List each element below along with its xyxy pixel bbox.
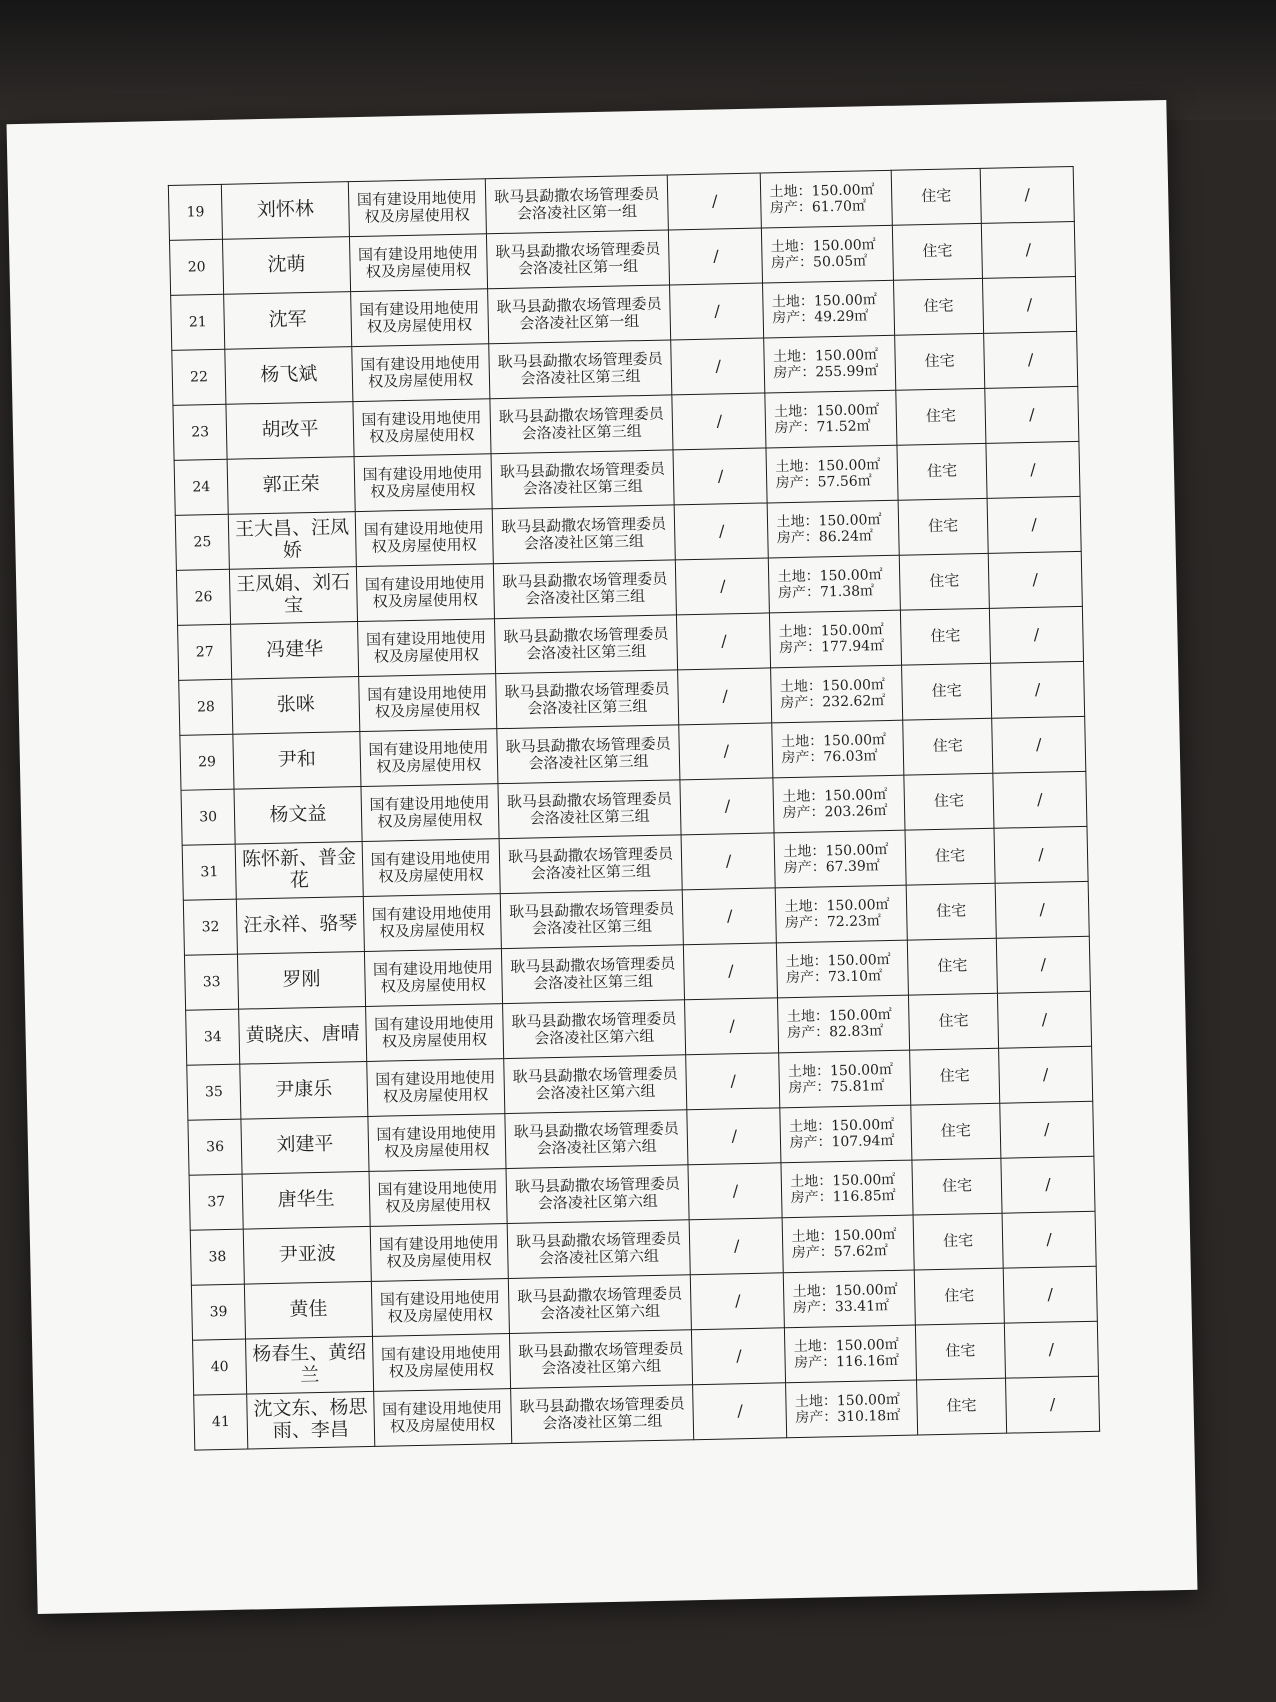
usage-cell: 住宅: [904, 773, 994, 830]
remark-slash-cell: /: [1003, 1266, 1097, 1323]
usage-cell: 住宅: [911, 1103, 1001, 1160]
land-area-text: 土地：150.00㎡: [785, 951, 891, 971]
land-area-text: 土地：150.00㎡: [777, 566, 883, 586]
location-cell: 耿马县勐撒农场管理委员会洛凌社区第六组: [504, 1110, 688, 1169]
usage-cell: 住宅: [917, 1378, 1007, 1435]
area-cell: [771, 665, 903, 723]
area-cell: [762, 225, 894, 283]
area-cell: [763, 280, 895, 338]
row-number-cell: 35: [187, 1064, 241, 1120]
location-cell: 耿马县勐撒农场管理委员会洛凌社区第一组: [485, 175, 669, 234]
blank-slash-cell: /: [691, 1273, 785, 1330]
row-number-cell: 20: [169, 239, 223, 295]
location-cell: 耿马县勐撒农场管理委员会洛凌社区第三组: [492, 505, 676, 564]
house-area-text: 房产：255.99㎡: [773, 363, 879, 382]
location-cell: 耿马县勐撒农场管理委员会洛凌社区第三组: [491, 450, 675, 509]
remark-slash-cell: /: [1005, 1376, 1099, 1433]
usage-cell: 住宅: [892, 223, 982, 280]
remark-slash-cell: /: [986, 441, 1080, 498]
owner-name-cell: 罗刚: [238, 952, 366, 1010]
right-type-cell: 国有建设用地使用权及房屋使用权: [365, 1004, 503, 1062]
owner-name-cell: 沈萌: [223, 237, 351, 295]
area-cell: [783, 1215, 915, 1273]
area-cell: [765, 390, 897, 448]
land-area-text: 土地：150.00㎡: [784, 896, 890, 916]
blank-slash-cell: /: [687, 1108, 781, 1165]
blank-slash-cell: /: [675, 503, 769, 560]
right-type-cell: 国有建设用地使用权及房屋使用权: [373, 1389, 511, 1447]
house-area-text: 房产：86.24㎡: [776, 528, 874, 547]
area-cell: [770, 610, 902, 668]
area-cell: [775, 830, 907, 888]
right-type-cell: 国有建设用地使用权及房屋使用权: [364, 949, 502, 1007]
blank-slash-cell: /: [686, 1053, 780, 1110]
location-cell: 耿马县勐撒农场管理委员会洛凌社区第六组: [506, 1165, 690, 1224]
location-cell: 耿马县勐撒农场管理委员会洛凌社区第三组: [488, 340, 672, 399]
land-area-text: 土地：150.00㎡: [792, 1281, 898, 1301]
land-area-text: 土地：150.00㎡: [794, 1391, 901, 1410]
location-cell: 耿马县勐撒农场管理委员会洛凌社区第二组: [510, 1385, 694, 1444]
blank-slash-cell: /: [668, 173, 762, 230]
area-cell: [779, 1050, 911, 1108]
document-page: [7, 100, 1198, 1614]
remark-slash-cell: /: [996, 936, 1090, 993]
remark-slash-cell: /: [980, 166, 1074, 223]
blank-slash-cell: /: [688, 1163, 782, 1220]
area-cell: [769, 555, 901, 613]
location-cell: 耿马县勐撒农场管理委员会洛凌社区第三组: [493, 560, 677, 619]
area-cell: [785, 1325, 917, 1383]
owner-name-cell: 沈军: [224, 292, 352, 350]
remark-slash-cell: /: [997, 991, 1091, 1048]
usage-cell: 住宅: [914, 1268, 1004, 1325]
usage-cell: 住宅: [891, 168, 981, 225]
remark-slash-cell: /: [995, 881, 1089, 938]
area-cell: [777, 940, 909, 998]
right-type-cell: 国有建设用地使用权及房屋使用权: [362, 839, 500, 897]
owner-name-cell: 刘建平: [241, 1116, 369, 1174]
row-number-cell: 36: [188, 1119, 242, 1175]
owner-name-cell: 张咪: [232, 677, 360, 735]
land-area-text: 土地：150.00㎡: [772, 347, 879, 366]
row-number-cell: 30: [181, 789, 235, 845]
right-type-cell: 国有建设用地使用权及房屋使用权: [349, 234, 487, 292]
right-type-cell: 国有建设用地使用权及房屋使用权: [369, 1169, 507, 1227]
house-area-text: 房产：67.39㎡: [783, 858, 880, 877]
location-cell: 耿马县勐撒农场管理委员会洛凌社区第三组: [499, 835, 683, 894]
row-number-cell: 27: [178, 624, 232, 680]
house-area-text: 房产：82.83㎡: [787, 1023, 884, 1042]
blank-slash-cell: /: [684, 943, 778, 1000]
blank-slash-cell: /: [676, 558, 770, 615]
house-area-text: 房产：116.85㎡: [790, 1187, 896, 1207]
remark-slash-cell: /: [993, 771, 1087, 828]
location-cell: 耿马县勐撒农场管理委员会洛凌社区第一组: [487, 285, 671, 344]
house-area-text: 房产：232.62㎡: [780, 693, 886, 712]
right-type-cell: 国有建设用地使用权及房屋使用权: [348, 179, 486, 237]
remark-slash-cell: /: [988, 551, 1082, 608]
area-cell: [784, 1270, 916, 1328]
owner-name-cell: 冯建华: [231, 622, 359, 680]
right-type-cell: 国有建设用地使用权及房屋使用权: [353, 399, 491, 457]
row-number-cell: 22: [172, 349, 226, 405]
location-cell: 耿马县勐撒农场管理委员会洛凌社区第三组: [489, 395, 673, 454]
area-cell: [764, 335, 896, 393]
location-cell: 耿马县勐撒农场管理委员会洛凌社区第六组: [502, 1000, 686, 1059]
right-type-cell: 国有建设用地使用权及房屋使用权: [372, 1334, 510, 1392]
location-cell: 耿马县勐撒农场管理委员会洛凌社区第三组: [494, 615, 678, 674]
row-number-cell: 33: [184, 954, 238, 1010]
land-area-text: 土地：150.00㎡: [793, 1336, 899, 1355]
remark-slash-cell: /: [987, 496, 1081, 553]
house-area-text: 房产：49.29㎡: [772, 308, 869, 327]
blank-slash-cell: /: [678, 668, 772, 725]
row-number-cell: 28: [179, 679, 233, 735]
blank-slash-cell: /: [683, 888, 777, 945]
land-area-text: 土地：150.00㎡: [791, 1226, 897, 1246]
right-type-cell: 国有建设用地使用权及房屋使用权: [355, 509, 493, 567]
property-table-body: [168, 166, 1099, 1450]
house-area-text: 房产：33.41㎡: [792, 1298, 890, 1317]
usage-cell: 住宅: [902, 663, 992, 720]
remark-slash-cell: /: [984, 331, 1078, 388]
land-area-text: 土地：150.00㎡: [789, 1116, 895, 1136]
row-number-cell: 29: [180, 734, 234, 790]
blank-slash-cell: /: [672, 393, 766, 450]
land-area-text: 土地：150.00㎡: [778, 621, 884, 641]
remark-slash-cell: /: [989, 606, 1083, 663]
row-number-cell: 25: [175, 514, 229, 570]
blank-slash-cell: /: [690, 1218, 784, 1275]
owner-name-cell: 黄晓庆、唐晴: [239, 1006, 367, 1064]
usage-cell: 住宅: [901, 608, 991, 665]
usage-cell: 住宅: [909, 993, 999, 1050]
right-type-cell: 国有建设用地使用权及房屋使用权: [354, 454, 492, 512]
owner-name-cell: 胡改平: [226, 402, 354, 460]
land-area-text: 土地：150.00㎡: [771, 292, 878, 311]
land-area-text: 土地：150.00㎡: [769, 182, 875, 201]
blank-slash-cell: /: [669, 228, 763, 285]
land-area-text: 土地：150.00㎡: [776, 511, 882, 531]
land-area-text: 土地：150.00㎡: [786, 1006, 893, 1026]
house-area-text: 房产：310.18㎡: [795, 1407, 901, 1427]
usage-cell: 住宅: [898, 498, 988, 555]
house-area-text: 房产：71.52㎡: [774, 418, 871, 437]
remark-slash-cell: /: [981, 221, 1075, 278]
remark-slash-cell: /: [999, 1046, 1093, 1103]
row-number-cell: 38: [190, 1229, 244, 1285]
property-table: [168, 166, 1100, 1451]
right-type-cell: 国有建设用地使用权及房屋使用权: [357, 619, 495, 677]
usage-cell: 住宅: [912, 1158, 1002, 1215]
remark-slash-cell: /: [1001, 1156, 1095, 1213]
row-number-cell: 41: [194, 1394, 248, 1450]
location-cell: 耿马县勐撒农场管理委员会洛凌社区第三组: [501, 945, 685, 1004]
location-cell: 耿马县勐撒农场管理委员会洛凌社区第三组: [495, 670, 679, 729]
blank-slash-cell: /: [673, 448, 767, 505]
row-number-cell: 32: [183, 899, 237, 955]
usage-cell: 住宅: [903, 718, 993, 775]
owner-name-cell: 尹和: [233, 732, 361, 790]
area-cell: [761, 170, 893, 228]
usage-cell: 住宅: [899, 553, 989, 610]
blank-slash-cell: /: [693, 1383, 787, 1440]
area-cell: [778, 995, 910, 1053]
location-cell: 耿马县勐撒农场管理委员会洛凌社区第六组: [509, 1330, 693, 1389]
row-number-cell: 37: [189, 1174, 243, 1230]
house-area-text: 房产：177.94㎡: [778, 638, 885, 657]
blank-slash-cell: /: [670, 283, 764, 340]
row-number-cell: 40: [193, 1339, 247, 1395]
house-area-text: 房产：57.56㎡: [775, 473, 872, 492]
area-cell: [786, 1380, 918, 1438]
row-number-cell: 21: [171, 294, 225, 350]
usage-cell: 住宅: [895, 333, 985, 390]
remark-slash-cell: /: [1000, 1101, 1094, 1158]
owner-name-cell: 汪永祥、骆琴: [237, 897, 365, 955]
owner-name-cell: 王大昌、汪凤娇: [229, 512, 357, 570]
house-area-text: 房产：116.16㎡: [793, 1352, 900, 1372]
land-area-text: 土地：150.00㎡: [780, 731, 887, 751]
blank-slash-cell: /: [680, 778, 774, 835]
blank-slash-cell: /: [679, 723, 773, 780]
right-type-cell: 国有建设用地使用权及房屋使用权: [371, 1279, 509, 1337]
usage-cell: 住宅: [907, 938, 997, 995]
house-area-text: 房产：76.03㎡: [781, 748, 878, 767]
row-number-cell: 26: [176, 569, 230, 625]
house-area-text: 房产：71.38㎡: [777, 583, 875, 602]
right-type-cell: 国有建设用地使用权及房屋使用权: [363, 894, 501, 952]
row-number-cell: 19: [168, 184, 222, 240]
right-type-cell: 国有建设用地使用权及房屋使用权: [350, 289, 488, 347]
house-area-text: 房产：61.70㎡: [769, 198, 867, 217]
location-cell: 耿马县勐撒农场管理委员会洛凌社区第三组: [496, 725, 680, 784]
location-cell: 耿马县勐撒农场管理委员会洛凌社区第六组: [507, 1220, 691, 1279]
house-area-text: 房产：75.81㎡: [788, 1078, 885, 1097]
owner-name-cell: 尹康乐: [240, 1061, 368, 1119]
right-type-cell: 国有建设用地使用权及房屋使用权: [370, 1224, 508, 1282]
area-cell: [766, 445, 898, 503]
owner-name-cell: 唐华生: [242, 1171, 370, 1229]
blank-slash-cell: /: [692, 1328, 786, 1385]
owner-name-cell: 沈文东、杨思雨、李昌: [247, 1391, 375, 1449]
land-area-text: 土地：150.00㎡: [790, 1171, 896, 1191]
usage-cell: 住宅: [897, 443, 987, 500]
house-area-text: 房产：73.10㎡: [785, 968, 883, 987]
area-cell: [773, 775, 905, 833]
usage-cell: 住宅: [915, 1323, 1005, 1380]
row-number-cell: 34: [186, 1009, 240, 1065]
owner-name-cell: 尹亚波: [243, 1226, 371, 1284]
remark-slash-cell: /: [994, 826, 1088, 883]
remark-slash-cell: /: [990, 661, 1084, 718]
land-area-text: 土地：150.00㎡: [774, 402, 880, 421]
blank-slash-cell: /: [682, 833, 776, 890]
right-type-cell: 国有建设用地使用权及房屋使用权: [360, 729, 498, 787]
row-number-cell: 24: [174, 459, 228, 515]
area-cell: [772, 720, 904, 778]
location-cell: 耿马县勐撒农场管理委员会洛凌社区第一组: [486, 230, 670, 289]
location-cell: 耿马县勐撒农场管理委员会洛凌社区第三组: [498, 780, 682, 839]
row-number-cell: 39: [191, 1284, 245, 1340]
usage-cell: 住宅: [894, 278, 984, 335]
area-cell: [768, 500, 900, 558]
owner-name-cell: 杨文益: [234, 787, 362, 845]
house-area-text: 房产：50.05㎡: [770, 253, 868, 272]
right-type-cell: 国有建设用地使用权及房屋使用权: [366, 1059, 504, 1117]
location-cell: 耿马县勐撒农场管理委员会洛凌社区第六组: [503, 1055, 687, 1114]
row-number-cell: 23: [173, 404, 227, 460]
land-area-text: 土地：150.00㎡: [782, 786, 888, 806]
blank-slash-cell: /: [677, 613, 771, 670]
blank-slash-cell: /: [685, 998, 779, 1055]
blank-slash-cell: /: [671, 338, 765, 395]
owner-name-cell: 王凤娟、刘石宝: [230, 567, 358, 625]
area-cell: [780, 1105, 912, 1163]
right-type-cell: 国有建设用地使用权及房屋使用权: [356, 564, 494, 622]
area-cell: [776, 885, 908, 943]
remark-slash-cell: /: [985, 386, 1079, 443]
right-type-cell: 国有建设用地使用权及房屋使用权: [358, 674, 496, 732]
usage-cell: 住宅: [910, 1048, 1000, 1105]
land-area-text: 土地：150.00㎡: [787, 1061, 894, 1081]
owner-name-cell: 黄佳: [245, 1281, 373, 1339]
owner-name-cell: 陈怀新、普金花: [235, 842, 363, 900]
owner-name-cell: 杨春生、黄绍兰: [246, 1336, 374, 1394]
right-type-cell: 国有建设用地使用权及房屋使用权: [368, 1114, 506, 1172]
land-area-text: 土地：150.00㎡: [775, 456, 881, 476]
usage-cell: 住宅: [896, 388, 986, 445]
land-area-text: 土地：150.00㎡: [783, 841, 889, 861]
area-cell: [781, 1160, 913, 1218]
remark-slash-cell: /: [992, 716, 1086, 773]
right-type-cell: 国有建设用地使用权及房屋使用权: [361, 784, 499, 842]
land-area-text: 土地：150.00㎡: [770, 237, 876, 256]
remark-slash-cell: /: [982, 276, 1076, 333]
right-type-cell: 国有建设用地使用权及房屋使用权: [351, 344, 489, 402]
house-area-text: 房产：107.94㎡: [789, 1132, 895, 1152]
remark-slash-cell: /: [1004, 1321, 1098, 1378]
usage-cell: 住宅: [906, 883, 996, 940]
house-area-text: 房产：203.26㎡: [782, 803, 888, 822]
owner-name-cell: 刘怀林: [222, 182, 350, 240]
owner-name-cell: 郭正荣: [227, 457, 355, 515]
house-area-text: 房产：57.62㎡: [791, 1243, 889, 1262]
house-area-text: 房产：72.23㎡: [784, 913, 882, 932]
remark-slash-cell: /: [1002, 1211, 1096, 1268]
land-area-text: 土地：150.00㎡: [779, 676, 886, 696]
usage-cell: 住宅: [905, 828, 995, 885]
owner-name-cell: 杨飞斌: [225, 347, 353, 405]
location-cell: 耿马县勐撒农场管理委员会洛凌社区第六组: [508, 1275, 692, 1334]
usage-cell: 住宅: [913, 1213, 1003, 1270]
location-cell: 耿马县勐撒农场管理委员会洛凌社区第三组: [500, 890, 684, 949]
row-number-cell: 31: [182, 844, 236, 900]
